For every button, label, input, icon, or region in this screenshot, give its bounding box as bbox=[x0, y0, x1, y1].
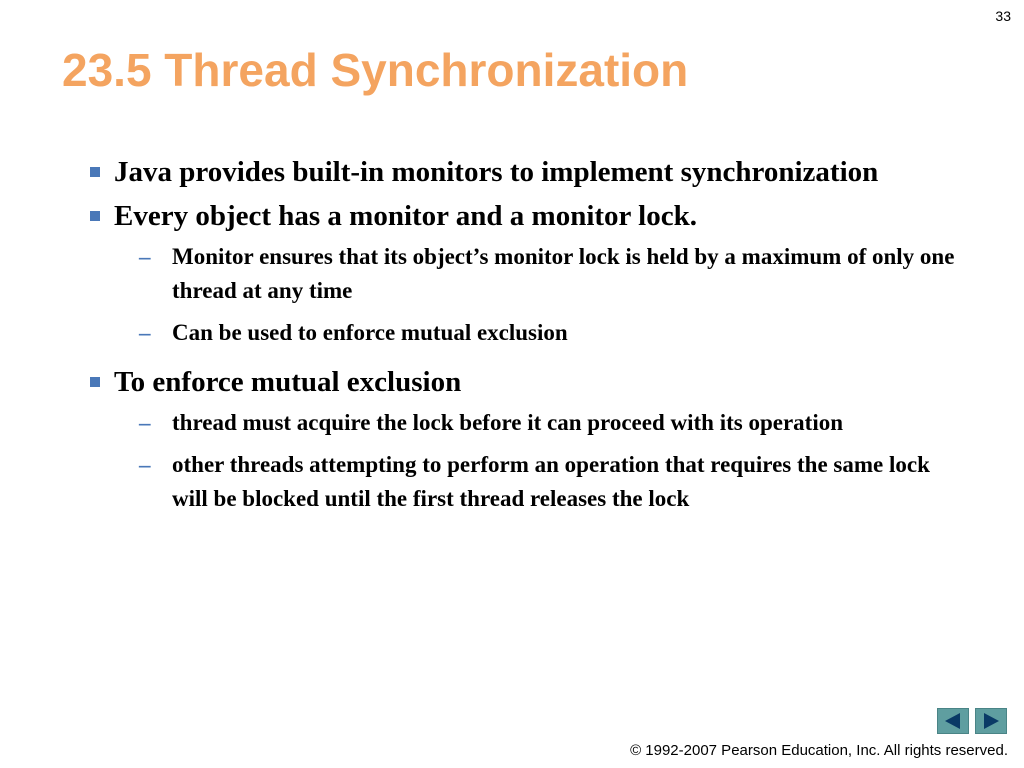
sub-item-text: Can be used to enforce mutual exclusion bbox=[172, 320, 568, 345]
sub-item bbox=[88, 316, 958, 350]
square-bullet-icon bbox=[90, 167, 100, 177]
dash-bullet-icon: – bbox=[139, 244, 151, 269]
triangle-right-icon bbox=[976, 709, 1006, 733]
sub-item-text: thread must acquire the lock before it can proceed with its operation bbox=[172, 410, 843, 435]
square-bullet-icon bbox=[90, 377, 100, 387]
slide-content bbox=[88, 152, 958, 516]
sub-item bbox=[88, 448, 958, 516]
sub-item bbox=[88, 406, 958, 440]
previous-slide-button[interactable] bbox=[937, 708, 969, 734]
bullet-item bbox=[88, 196, 958, 236]
sub-item-text: Monitor ensures that its object’s monitor lock is held by a maximum of only one thread at any time bbox=[172, 244, 955, 303]
sub-item-text: other threads attempting to perform an operation that requires the same lock will be blocked until the first thread releases the lock bbox=[172, 452, 930, 511]
next-slide-button[interactable] bbox=[975, 708, 1007, 734]
bullet-text: To enforce mutual exclusion bbox=[114, 366, 462, 398]
bullet-text: Every object has a monitor and a monitor lock. bbox=[114, 200, 697, 232]
slide-title: 23.5 Thread Synchronization bbox=[62, 44, 689, 96]
page-number: 33 bbox=[995, 8, 1011, 24]
bullet-text: Java provides built-in monitors to implement synchronization bbox=[114, 156, 879, 188]
bullet-item bbox=[88, 152, 958, 192]
bullet-item bbox=[88, 362, 958, 402]
triangle-left-icon bbox=[938, 709, 968, 733]
dash-bullet-icon: – bbox=[139, 452, 151, 477]
dash-bullet-icon: – bbox=[139, 410, 151, 435]
dash-bullet-icon: – bbox=[139, 320, 151, 345]
copyright-footer: © 1992-2007 Pearson Education, Inc. All rights reserved. bbox=[630, 742, 1008, 759]
slide-navigation bbox=[937, 708, 1007, 734]
square-bullet-icon bbox=[90, 211, 100, 221]
sub-item bbox=[88, 240, 958, 308]
